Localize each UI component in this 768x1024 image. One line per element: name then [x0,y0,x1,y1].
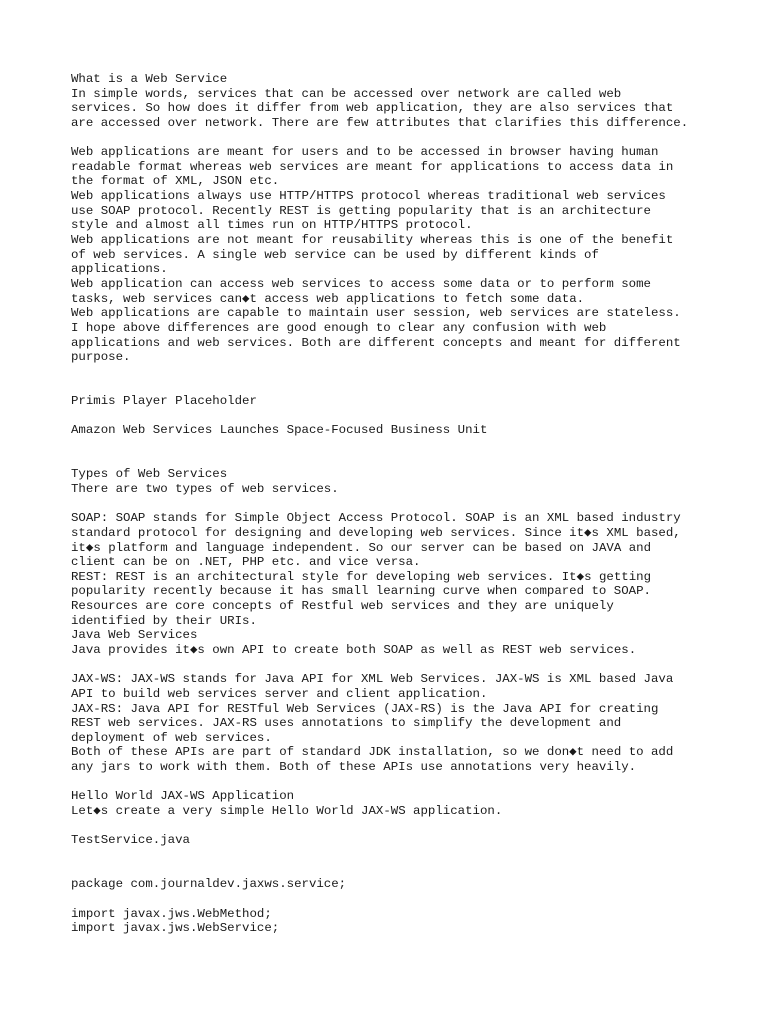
blank-line [71,438,731,453]
text-line: of web services. A single web service can be used by different kinds of [71,247,599,262]
text-line: identified by their URIs. [71,613,257,628]
text-line: Java provides it◆s own API to create both SOAP as well as REST web services. [71,642,637,657]
text-line: Web applications are meant for users and to be accessed in browser having human [71,145,659,160]
text-line: Primis Player Placeholder [71,394,257,409]
text-line: Web application can access web services to access some data or to perform some [71,276,651,291]
text-line: popularity recently because it has small learning curve when compared to SOAP. [71,584,651,599]
blank-line [71,848,731,863]
document-page [71,72,731,936]
blank-line [71,819,731,834]
blank-line [71,775,731,790]
text-line: Web applications always use HTTP/HTTPS protocol whereas traditional web services [71,189,666,204]
text-line: Resources are core concepts of Restful web services and they are uniquely [71,599,614,614]
text-line: client can be on .NET, PHP etc. and vice versa. [71,555,421,570]
blank-line [71,453,731,468]
text-line: REST web services. JAX-RS uses annotations to simplify the development and [71,716,622,731]
text-line: deployment of web services. [71,730,272,745]
text-line: Amazon Web Services Launches Space-Focused Business Unit [71,423,488,438]
text-line: purpose. [71,350,131,365]
text-line: Types of Web Services [71,467,228,482]
blank-line [71,892,731,907]
text-line: applications. [71,262,168,277]
text-line: What is a Web Service [71,72,228,86]
blank-line [71,658,731,673]
text-line: Let◆s create a very simple Hello World JAX-WS application. [71,804,503,819]
text-line: style and almost all times run on HTTP/HTTPS protocol. [71,218,473,233]
text-line: JAX-RS: Java API for RESTful Web Services (JAX-RS) is the Java API for creating [71,701,659,716]
blank-line [71,409,731,424]
blank-line [71,497,731,512]
blank-line [71,863,731,878]
text-line: standard protocol for designing and developing web services. Since it◆s XML based, [71,525,681,540]
text-line: In simple words, services that can be accessed over network are called web [71,86,622,101]
text-line: applications and web services. Both are different concepts and meant for different [71,335,681,350]
text-line: package com.journaldev.jaxws.service; [71,877,347,892]
text-line: TestService.java [71,833,190,848]
text-line: Web applications are capable to maintain user session, web services are stateless. [71,306,681,321]
text-line: Hello World JAX-WS Application [71,789,295,804]
text-line: Java Web Services [71,628,198,643]
text-line: SOAP: SOAP stands for Simple Object Access Protocol. SOAP is an XML based industry [71,511,681,526]
text-line: API to build web services server and client application. [71,686,488,701]
text-line: REST: REST is an architectural style for developing web services. It◆s getting [71,569,652,584]
text-line: import javax.jws.WebMethod; [71,906,272,921]
blank-line [71,365,731,380]
text-line: I hope above differences are good enough to clear any confusion with web [71,320,607,335]
text-line: JAX-WS: JAX-WS stands for Java API for XML Web Services. JAX-WS is XML based Java [71,672,674,687]
text-line: use SOAP protocol. Recently REST is getting popularity that is an architecture [71,203,651,218]
text-line: are accessed over network. There are few attributes that clarifies this difference. [71,115,689,130]
text-line: readable format whereas web services are meant for applications to access data in [71,159,674,174]
text-line: tasks, web services can◆t access web applications to fetch some data. [71,291,585,306]
blank-line [71,131,731,146]
text-line: There are two types of web services. [71,481,339,496]
text-line: Web applications are not meant for reusability whereas this is one of the benefit [71,233,674,248]
text-line: import javax.jws.WebService; [71,921,280,936]
text-line: any jars to work with them. Both of these APIs use annotations very heavily. [71,760,637,775]
text-line: the format of XML, JSON etc. [71,174,280,189]
text-line: Both of these APIs are part of standard JDK installation, so we don◆t need to add [71,745,674,760]
blank-line [71,379,731,394]
text-line: services. So how does it differ from web application, they are also services that [71,101,674,116]
text-line: it◆s platform and language independent. So our server can be based on JAVA and [71,540,652,555]
